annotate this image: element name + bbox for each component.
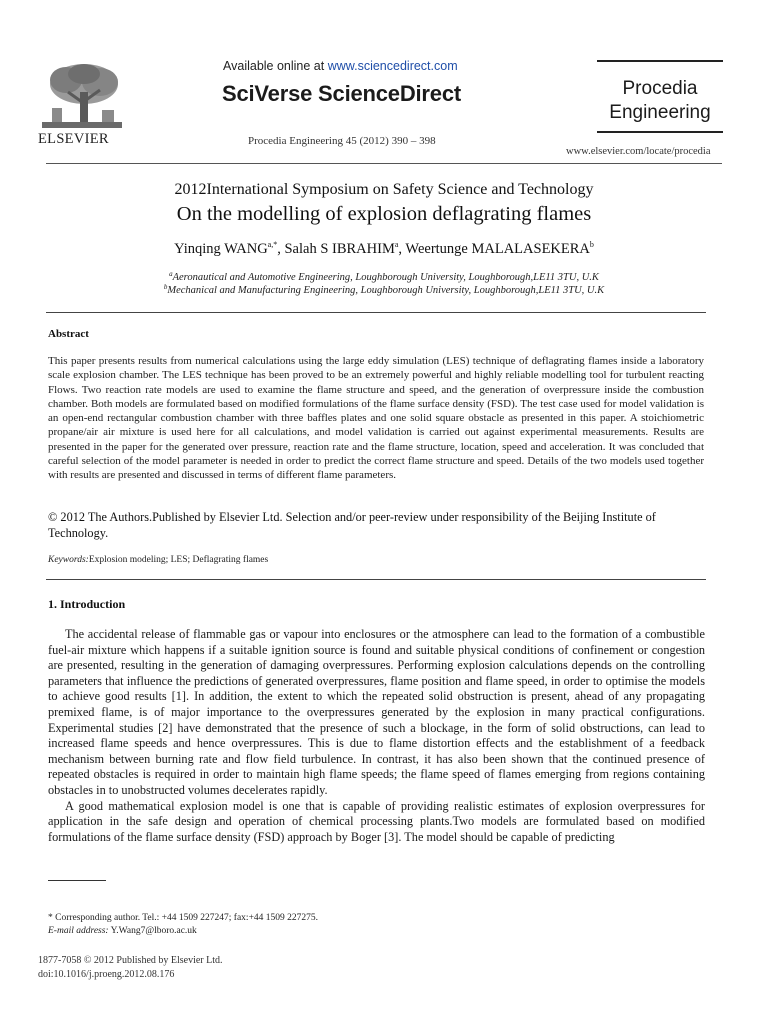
journal-name-line2: Engineering [609,102,711,123]
abstract-bottom-rule [46,579,706,580]
journal-name-line1: Procedia [622,78,698,99]
affiliation-a [0,270,768,283]
author-separator: , [398,241,406,257]
journal-box-bottom-rule [597,131,723,133]
email-note [48,926,197,936]
affiliation-text: Aeronautical and Automotive Engineering, Loughborough University, Loughborough,LE11 3TU, U.K [172,272,599,283]
paper-title: On the modelling of explosion deflagrating flames [176,203,592,225]
header-divider [46,163,722,164]
author-name: Salah S IBRAHIM [284,241,395,257]
keywords-line [48,555,268,565]
author-affiliation-mark: a [394,240,399,249]
footnote-rule [48,880,106,881]
email-label: E-mail address: [48,926,109,936]
author-name: Weertunge MALALASEKERA [405,241,590,257]
corresponding-author-note: * Corresponding author. Tel.: +44 1509 227247; fax:+44 1509 227275. [48,913,319,923]
sciencedirect-link[interactable]: www.sciencedirect.com [327,59,458,73]
available-prefix: Available online at [223,59,328,73]
sciverse-logo-text: SciVerse ScienceDirect [222,81,461,106]
abstract-heading: Abstract [48,328,89,340]
author-list [0,240,768,258]
abstract-text: This paper presents results from numerical calculations using the large eddy simulation (LES) technique of deflagrating flames inside a laboratory scale explosion chamber. The LES technique has been proved to be an extremely powerful and highly reliable modelling tool for turbulent reacting Flows. Two reaction rate models are used to examine the flame structure and speed, and the generation of overpressure inside the combustion chamber. Both models are formulated based on modified formulations of the flame surface density (FSD). The test case used for model validation is an open-end rectangular combustion chamber with three baffles plates and one solid square obstacle as presented in this paper. A stoichiometric propane/air air mixture is used here for all calculations, and model validation is carried out against experimental measurements. Results are presented in the paper for the generated over pressure, reaction rate and the flame structure, location, speed and acceleration. It was concluded that careful selection of the model parameter is needed in order to predict the correct flame structure and speed. Details of the two models used together with results are presented and discussed in terms of different flame parameters. [48,355,704,482]
journal-box-top-rule [597,60,723,62]
paragraph: A good mathematical explosion model is one that is capable of providing realistic estimates of explosion overpressures for application in the safe design and operation of chemical processing plants.Two models are formulated based on modified formulations of the flame surface density (FSD) approach by Boger [3]. The model should be capable of predicting [48,798,705,844]
author-affiliation-mark: b [589,240,594,249]
doi-link[interactable]: doi:10.1016/j.proeng.2012.08.176 [38,969,175,980]
email-address[interactable]: Y.Wang7@lboro.ac.uk [108,926,197,936]
available-online-line [223,59,458,73]
conference-name: 2012International Symposium on Safety Science and Technology [174,181,594,198]
copyright-notice: © 2012 The Authors.Published by Elsevier Ltd. Selection and/or peer-review under responsibility of the Beijing Institute of Technology. [48,510,656,540]
journal-citation: Procedia Engineering 45 (2012) 390 – 398 [248,135,436,147]
journal-name [597,77,723,125]
keywords-label: Keywords: [48,555,89,565]
author-affiliation-mark: a,* [267,240,278,249]
section-heading: 1. Introduction [48,597,126,611]
affiliation-mark: b [163,283,168,291]
paragraph: The accidental release of flammable gas or vapour into enclosures or the atmosphere can lead to the formation of a combustible fuel-air mixture which happens if a suitable ignition source is found and suitable physical conditions of confinement or congestion are presented, resulting in the generation of damaging overpressures. Performing explosion calculations depends on the controlling parameters that influence the predictions of generated overpressures, flame position and flame speed, in order to optimise the models to achieve good results [1]. In addition, the extent to which the repeated solid obstruction is present, ahead of any propagating premixed flame, is of major importance to the overpressures generated by the explosion in many practical configurations. Experimental studies [2] have demonstrated that the presence of such a blockage, in the form of solid obstructions, can lead to increased flame speeds and hence overpressures. This is due to flame distortion effects and the establishment of a feedback mechanism between burning rate and flow field turbulence. In contrast, it has also been shown that the continued presence of repeated obstacles is required in order to maintain high flame speeds; the flame speed of flames emerging from regions containing obstacles in to unobstructed volumes decelerates rapidly. [48,627,705,797]
introduction-body [48,627,705,845]
affiliation-text: Mechanical and Manufacturing Engineering, Loughborough University, Loughborough,LE11 3TU, U.K [167,285,605,296]
keywords-list: Explosion modeling; LES; Deflagrating flames [88,555,269,565]
author-separator: , [277,241,285,257]
elsevier-tree-logo [38,62,126,132]
publisher-name: ELSEVIER [38,131,109,147]
affiliation-b [0,283,768,296]
journal-url-link[interactable]: www.elsevier.com/locate/procedia [566,146,711,157]
issn-line: 1877-7058 © 2012 Published by Elsevier Ltd. [38,955,223,966]
abstract-top-rule [46,312,706,313]
author-name: Yinqing WANG [174,241,268,257]
affiliation-mark: a [169,270,173,278]
